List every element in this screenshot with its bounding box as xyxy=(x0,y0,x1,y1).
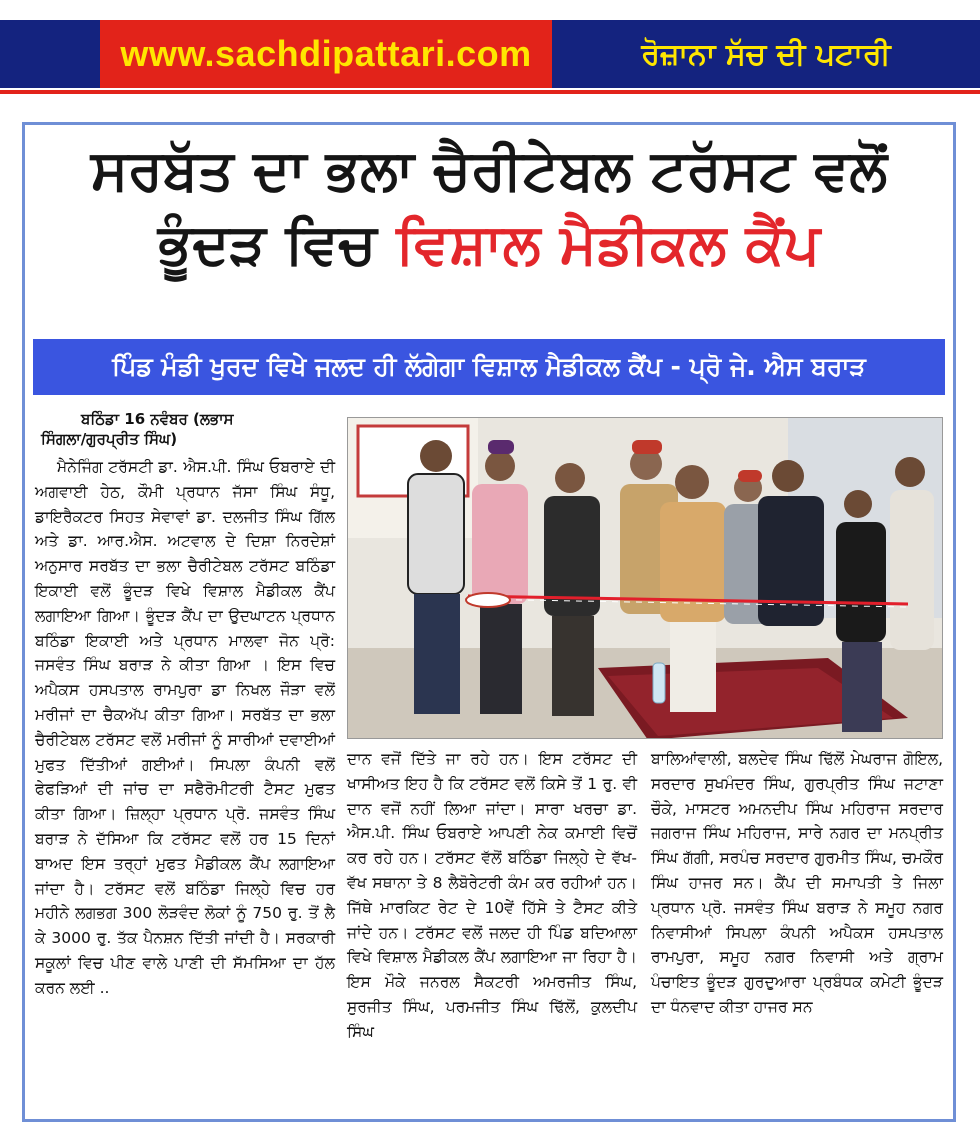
headline-line-2-red: ਵਿਸ਼ਾਲ ਮੈਡੀਕਲ ਕੈਂਪ xyxy=(396,212,820,278)
dateline xyxy=(35,409,335,450)
newspaper-name: ਰੋਜ਼ਾਨਾ ਸੱਚ ਦੀ ਪਟਾਰੀ xyxy=(552,20,980,88)
subheadline-bar: ਪਿੰਡ ਮੰਡੀ ਖੁਰਦ ਵਿਖੇ ਜਲਦ ਹੀ ਲੱਗੇਗਾ ਵਿਸ਼ਾਲ ਮੈਡੀਕਲ ਕੈਂਪ - ਪ੍ਰੋ ਜੇ. ਐਸ ਬਰਾੜ xyxy=(33,339,945,395)
website-url: www.sachdipattari.com xyxy=(100,20,552,88)
article-photo xyxy=(347,417,943,739)
masthead-blue-block xyxy=(0,20,100,88)
dateline-line-1: ਬਠਿੰਡਾ 16 ਨਵੰਬਰ (ਲਭਾਸ xyxy=(81,410,234,428)
ribbon-cutting-photo xyxy=(348,418,943,739)
headline-line-1: ਸਰਬੱਤ ਦਾ ਭਲਾ ਚੈਰੀਟੇਬਲ ਟਰੱਸਟ ਵਲੋਂ xyxy=(90,138,888,203)
headline xyxy=(25,139,953,278)
masthead xyxy=(0,0,980,110)
headline-line-2 xyxy=(25,213,953,277)
dateline-line-2: ਸਿੰਗਲਾ/ਗੁਰਪ੍ਰੀਤ ਸਿੰਘ) xyxy=(41,430,178,449)
body-column-2: ਦਾਨ ਵਜੋਂ ਦਿੱਤੇ ਜਾ ਰਹੇ ਹਨ। ਇਸ ਟਰੱਸਟ ਦੀ ਖਾਸੀਅਤ ਇਹ ਹੈ ਕਿ ਟਰੱਸਟ ਵਲੋਂ ਕਿਸੇ ਤੋਂ 1 ਰੁ. ਵੀ ਦਾਨ ਵਜੋਂ ਨਹੀਂ ਲਿਆ ਜਾਂਦਾ। ਸਾਰਾ ਖਰਚਾ ਡਾ. ਐਸ.ਪੀ. ਸਿੰਘ ਓਬਰਾਏ ਆਪਣੀ ਨੇਕ ਕਮਾਈ ਵਿਚੋਂ ਕਰ ਰਹੇ ਹਨ। ਟਰੱਸਟ ਵੱਲੋਂ ਬਠਿੰਡਾ ਜਿਲ੍ਹੇ ਦੇ ਵੱਖ-ਵੱਖ ਸਥਾਨਾ ਤੇ 8 ਲੈਬੋਰੇਟਰੀ ਕੰਮ ਕਰ ਰਹੀਆਂ ਹਨ। ਜਿੱਥੇ ਮਾਰਕਿਟ ਰੇਟ ਦੇ 10ਵੇਂ ਹਿੱਸੇ ਤੇ ਟੈਸਟ ਕੀਤੇ ਜਾਂਦੇ ਹਨ। ਟਰੱਸਟ ਵਲੋਂ ਜਲਦ ਹੀ ਪਿੰਡ ਬਦਿਆਲਾ ਵਿਖੇ ਵਿਸ਼ਾਲ ਮੈਡੀਕਲ ਕੈਂਪ ਲਗਾਇਆ ਜਾ ਰਿਹਾ ਹੈ। ਇਸ ਮੌਕੇ ਜਨਰਲ ਸੈਕਟਰੀ ਅਮਰਜੀਤ ਸਿੰਘ, ਸੁਰਜੀਤ ਸਿੰਘ, ਪਰਮਜੀਤ ਸਿੰਘ ਢਿੱਲੋਂ, ਕੁਲਦੀਪ ਸਿੰਘ xyxy=(347,750,637,1041)
body-column-3: ਬਾਲਿਆਂਵਾਲੀ, ਬਲਦੇਵ ਸਿੰਘ ਢਿੱਲੋਂ ਮੇਘਰਾਜ ਗੋਇਲ, ਸਰਦਾਰ ਸੁਖਮੰਦਰ ਸਿੰਘ, ਗੁਰਪ੍ਰੀਤ ਸਿੰਘ ਜਟਾਣਾ ਚੌਕੇ, ਮਾਸਟਰ ਅਮਨਦੀਪ ਸਿੰਘ ਮਹਿਰਾਜ ਸਰਦਾਰ ਜਗਰਾਜ ਸਿੰਘ ਮਹਿਰਾਜ, ਸਾਰੇ ਨਗਰ ਦਾ ਮਨਪ੍ਰੀਤ ਸਿੰਘ ਗੱਗੀ, ਸਰਪੰਚ ਸਰਦਾਰ ਗੁਰਮੀਤ ਸਿੰਘ, ਚਮਕੌਰ ਸਿੰਘ ਹਾਜਰ ਸਨ। ਕੈਂਪ ਦੀ ਸਮਾਪਤੀ ਤੇ ਜਿਲਾ ਪ੍ਰਧਾਨ ਪ੍ਰੋ. ਜਸਵੰਤ ਸਿੰਘ ਬਰਾੜ ਨੇ ਸਮੂਹ ਨਗਰ ਨਿਵਾਸੀਆਂ ਸਿਪਲਾ ਕੰਪਨੀ ਅਪੈਕਸ ਹਸਪਤਾਲ ਰਾਮਪੁਰਾ, ਸਮੂਹ ਨਗਰ ਨਿਵਾਸੀ ਅਤੇ ਗ੍ਰਾਮ ਪੰਚਾਇਤ ਭੂੰਦੜ ਗੁਰਦੁਆਰਾ ਪ੍ਰਬੰਧਕ ਕਮੇਟੀ ਭੂੰਦੜ ਦਾ ਧੰਨਵਾਦ ਕੀਤਾ ਹਾਜਰ ਸਨ xyxy=(651,750,943,1016)
body-column-1: ਮੈਨੇਜਿੰਗ ਟਰੱਸਟੀ ਡਾ. ਐਸ.ਪੀ. ਸਿੰਘ ਓਬਰਾਏ ਦੀ ਅਗਵਾਈ ਹੇਠ, ਕੌਮੀ ਪ੍ਰਧਾਨ ਜੱਸਾ ਸਿੰਘ ਸੰਧੂ, ਡਾਇਰੈਕਟਰ ਸਿਹਤ ਸੇਵਾਵਾਂ ਡਾ. ਦਲਜੀਤ ਸਿੰਘ ਗਿੱਲ ਅਤੇ ਡਾ. ਆਰ.ਐਸ. ਅਟਵਾਲ ਦੇ ਦਿਸ਼ਾ ਨਿਰਦੇਸ਼ਾਂ ਅਨੁਸਾਰ ਸਰਬੱਤ ਦਾ ਭਲਾ ਚੈਰੀਟੇਬਲ ਟਰੱਸਟ ਬਠਿੰਡਾ ਇਕਾਈ ਵਲੋਂ ਭੂੰਦੜ ਵਿਖੇ ਵਿਸ਼ਾਲ ਮੈਡੀਕਲ ਕੈਂਪ ਲਗਾਇਆ ਗਿਆ। ਭੂੰਦੜ ਕੈਂਪ ਦਾ ਉਦਘਾਟਨ ਪ੍ਰਧਾਨ ਬਠਿੰਡਾ ਇਕਾਈ ਅਤੇ ਪ੍ਰਧਾਨ ਮਾਲਵਾ ਜੋਨ ਪ੍ਰੋ: ਜਸਵੰਤ ਸਿੰਘ ਬਰਾੜ ਨੇ ਕੀਤਾ ਗਿਆ । ਇਸ ਵਿਚ ਅਪੈਕਸ ਹਸਪਤਾਲ ਰਾਮਪੁਰਾ ਡਾ ਨਿਖਲ ਜੌੜਾ ਵਲੋਂ ਮਰੀਜਾਂ ਦਾ ਚੈਕਅੱਪ ਕੀਤਾ ਗਿਆ। ਸਰਬੱਤ ਦਾ ਭਲਾ ਚੈਰੀਟੇਬਲ ਟਰੱਸਟ ਵਲੋਂ ਮਰੀਜਾਂ ਨੂੰ ਸਾਰੀਆਂ ਦਵਾਈਆਂ ਮੁਫਤ ਦਿੱਤੀਆਂ ਗਈਆਂ। ਸਿਪਲਾ ਕੰਪਨੀ ਵਲੋਂ ਫੇਫੜਿਆਂ ਦੀ ਜਾਂਚ ਦਾ ਸਫੈਰੋਮੀਟਰੀ ਟੈਸਟ ਮੁਫਤ ਕੀਤਾ ਗਿਆ। ਜ਼ਿਲ੍ਹਾ ਪ੍ਰਧਾਨ ਪ੍ਰੋ. ਜਸਵੰਤ ਸਿੰਘ ਬਰਾੜ ਨੇ ਦੱਸਿਆ ਕਿ ਟਰੱਸਟ ਵਲੋਂ ਹਰ 15 ਦਿਨਾਂ ਬਾਅਦ ਇਸ ਤਰ੍ਹਾਂ ਮੁਫਤ ਮੈਡੀਕਲ ਕੈਂਪ ਲਗਾਇਆ ਜਾਂਦਾ ਹੈ। ਟਰੱਸਟ ਵਲੋਂ ਬਠਿੰਡਾ ਜਿਲ੍ਹੇ ਵਿਚ ਹਰ ਮਹੀਨੇ ਲਗਭਗ 300 ਲੋੜਵੰਦ ਲੋਕਾਂ ਨੂੰ 750 ਰੁ. ਤੋਂ ਲੈ ਕੇ 3000 ਰੁ. ਤੱਕ ਪੈਨਸ਼ਨ ਦਿੱਤੀ ਜਾਂਦੀ ਹੈ। ਸਰਕਾਰੀ ਸਕੂਲਾਂ ਵਿਚ ਪੀਣ ਵਾਲੇ ਪਾਣੀ ਦੀ ਸੱਮਸਿਆ ਦਾ ਹੱਲ ਕਰਨ ਲਈ .. xyxy=(35,458,335,997)
article-frame xyxy=(22,122,956,1122)
masthead-rule xyxy=(0,90,980,94)
headline-line-2-black: ਭੂੰਦੜ ਵਿਚ xyxy=(157,212,377,278)
